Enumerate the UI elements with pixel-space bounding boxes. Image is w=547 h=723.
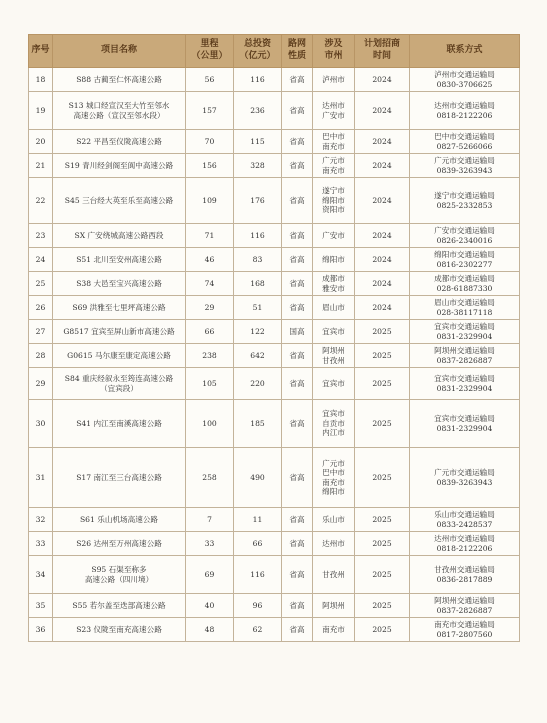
cell-cities: 甘孜州: [313, 556, 355, 594]
cell-year: 2024: [355, 296, 410, 320]
cell-mileage: 7: [186, 508, 234, 532]
cell-investment: 236: [234, 92, 282, 130]
cell-nature: 省高: [282, 532, 313, 556]
table-row: [29, 296, 520, 320]
cell-contact: 巴中市交通运输局 0827-5266066: [410, 130, 520, 154]
table-row: [29, 248, 520, 272]
cell-seq: 26: [29, 296, 53, 320]
cell-mileage: 238: [186, 344, 234, 368]
cell-name: S95 石渠至称多 高速公路（四川境）: [53, 556, 186, 594]
cell-name: S23 仪陇至南充高速公路: [53, 618, 186, 642]
cell-nature: 省高: [282, 178, 313, 224]
cell-seq: 25: [29, 272, 53, 296]
cell-name: S38 大邑至宝兴高速公路: [53, 272, 186, 296]
cell-investment: 116: [234, 224, 282, 248]
cell-name: G0615 马尔康至康定高速公路: [53, 344, 186, 368]
cell-name: S84 重庆经叙永至筠连高速公路 （宜宾段）: [53, 368, 186, 400]
cell-mileage: 157: [186, 92, 234, 130]
cell-seq: 35: [29, 594, 53, 618]
table-row: [29, 508, 520, 532]
cell-year: 2025: [355, 508, 410, 532]
cell-name: S17 南江至三台高速公路: [53, 448, 186, 508]
cell-seq: 30: [29, 400, 53, 448]
cell-investment: 51: [234, 296, 282, 320]
header-investment: 总投资 （亿元）: [234, 35, 282, 68]
cell-name: S88 古蔺至仁怀高速公路: [53, 68, 186, 92]
cell-contact: 广元市交通运输局 0839-3263943: [410, 154, 520, 178]
cell-cities: 泸州市: [313, 68, 355, 92]
header-name: 项目名称: [53, 35, 186, 68]
cell-cities: 广元市 巴中市 南充市 绵阳市: [313, 448, 355, 508]
table-row: [29, 532, 520, 556]
table-row: [29, 344, 520, 368]
cell-mileage: 48: [186, 618, 234, 642]
cell-seq: 22: [29, 178, 53, 224]
cell-mileage: 33: [186, 532, 234, 556]
cell-year: 2024: [355, 248, 410, 272]
cell-cities: 阿坝州 甘孜州: [313, 344, 355, 368]
cell-contact: 达州市交通运输局 0818-2122206: [410, 92, 520, 130]
cell-year: 2024: [355, 92, 410, 130]
cell-seq: 33: [29, 532, 53, 556]
cell-investment: 115: [234, 130, 282, 154]
header-contact: 联系方式: [410, 35, 520, 68]
cell-cities: 南充市: [313, 618, 355, 642]
cell-nature: 省高: [282, 448, 313, 508]
cell-year: 2025: [355, 344, 410, 368]
cell-year: 2025: [355, 618, 410, 642]
cell-nature: 省高: [282, 508, 313, 532]
cell-mileage: 258: [186, 448, 234, 508]
cell-cities: 遂宁市 绵阳市 资阳市: [313, 178, 355, 224]
cell-year: 2025: [355, 400, 410, 448]
cell-contact: 南充市交通运输局 0817-2807560: [410, 618, 520, 642]
cell-cities: 达州市: [313, 532, 355, 556]
cell-mileage: 100: [186, 400, 234, 448]
cell-cities: 绵阳市: [313, 248, 355, 272]
cell-contact: 广安市交通运输局 0826-2340016: [410, 224, 520, 248]
table-row: [29, 618, 520, 642]
table-row: [29, 556, 520, 594]
cell-seq: 21: [29, 154, 53, 178]
cell-seq: 36: [29, 618, 53, 642]
cell-contact: 宜宾市交通运输局 0831-2329904: [410, 400, 520, 448]
table-row: [29, 448, 520, 508]
cell-mileage: 46: [186, 248, 234, 272]
cell-investment: 96: [234, 594, 282, 618]
cell-name: S22 平昌至仪陇高速公路: [53, 130, 186, 154]
cell-year: 2025: [355, 594, 410, 618]
table-header-row: [29, 35, 520, 68]
cell-investment: 185: [234, 400, 282, 448]
cell-contact: 眉山市交通运输局 028-38117118: [410, 296, 520, 320]
cell-nature: 国高: [282, 320, 313, 344]
cell-seq: 19: [29, 92, 53, 130]
cell-seq: 18: [29, 68, 53, 92]
table-row: [29, 178, 520, 224]
cell-year: 2024: [355, 224, 410, 248]
cell-cities: 眉山市: [313, 296, 355, 320]
cell-nature: 省高: [282, 400, 313, 448]
cell-name: S51 北川至安州高速公路: [53, 248, 186, 272]
cell-year: 2025: [355, 320, 410, 344]
cell-year: 2025: [355, 556, 410, 594]
cell-investment: 642: [234, 344, 282, 368]
cell-seq: 29: [29, 368, 53, 400]
cell-mileage: 40: [186, 594, 234, 618]
cell-cities: 宜宾市 自贡市 内江市: [313, 400, 355, 448]
cell-year: 2025: [355, 532, 410, 556]
cell-contact: 宜宾市交通运输局 0831-2329904: [410, 368, 520, 400]
cell-mileage: 109: [186, 178, 234, 224]
cell-cities: 达州市 广安市: [313, 92, 355, 130]
cell-contact: 广元市交通运输局 0839-3263943: [410, 448, 520, 508]
cell-seq: 23: [29, 224, 53, 248]
cell-mileage: 56: [186, 68, 234, 92]
cell-contact: 宜宾市交通运输局 0831-2329904: [410, 320, 520, 344]
cell-nature: 省高: [282, 248, 313, 272]
cell-investment: 83: [234, 248, 282, 272]
cell-cities: 广元市 南充市: [313, 154, 355, 178]
cell-year: 2024: [355, 130, 410, 154]
table-row: [29, 68, 520, 92]
table-row: [29, 92, 520, 130]
cell-nature: 省高: [282, 556, 313, 594]
cell-nature: 省高: [282, 296, 313, 320]
cell-year: 2024: [355, 68, 410, 92]
cell-nature: 省高: [282, 594, 313, 618]
table-row: [29, 130, 520, 154]
cell-cities: 乐山市: [313, 508, 355, 532]
cell-investment: 490: [234, 448, 282, 508]
cell-nature: 省高: [282, 272, 313, 296]
project-table: [28, 34, 520, 642]
cell-contact: 泸州市交通运输局 0830-3706625: [410, 68, 520, 92]
cell-nature: 省高: [282, 344, 313, 368]
cell-contact: 绵阳市交通运输局 0816-2302277: [410, 248, 520, 272]
cell-year: 2025: [355, 448, 410, 508]
cell-investment: 168: [234, 272, 282, 296]
cell-investment: 11: [234, 508, 282, 532]
header-nature: 路网 性质: [282, 35, 313, 68]
cell-seq: 32: [29, 508, 53, 532]
table-row: [29, 154, 520, 178]
cell-name: S55 若尔盖至迭部高速公路: [53, 594, 186, 618]
header-year: 计划招商 时间: [355, 35, 410, 68]
cell-contact: 甘孜州交通运输局 0836-2817889: [410, 556, 520, 594]
cell-nature: 省高: [282, 130, 313, 154]
table-row: [29, 368, 520, 400]
cell-mileage: 156: [186, 154, 234, 178]
cell-seq: 27: [29, 320, 53, 344]
cell-contact: 阿坝州交通运输局 0837-2826887: [410, 344, 520, 368]
cell-investment: 66: [234, 532, 282, 556]
table-row: [29, 272, 520, 296]
header-cities: 涉及 市州: [313, 35, 355, 68]
cell-name: S19 青川经剑阁至阆中高速公路: [53, 154, 186, 178]
cell-year: 2024: [355, 272, 410, 296]
cell-mileage: 105: [186, 368, 234, 400]
cell-cities: 宜宾市: [313, 320, 355, 344]
cell-name: S41 内江至南溪高速公路: [53, 400, 186, 448]
cell-investment: 328: [234, 154, 282, 178]
cell-cities: 广安市: [313, 224, 355, 248]
cell-mileage: 69: [186, 556, 234, 594]
cell-nature: 省高: [282, 154, 313, 178]
cell-year: 2025: [355, 368, 410, 400]
cell-cities: 成都市 雅安市: [313, 272, 355, 296]
cell-mileage: 70: [186, 130, 234, 154]
cell-seq: 34: [29, 556, 53, 594]
cell-nature: 省高: [282, 224, 313, 248]
cell-investment: 220: [234, 368, 282, 400]
cell-mileage: 29: [186, 296, 234, 320]
cell-contact: 达州市交通运输局 0818-2122206: [410, 532, 520, 556]
cell-nature: 省高: [282, 68, 313, 92]
cell-nature: 省高: [282, 368, 313, 400]
table-row: [29, 400, 520, 448]
cell-cities: 巴中市 南充市: [313, 130, 355, 154]
cell-year: 2024: [355, 154, 410, 178]
cell-investment: 122: [234, 320, 282, 344]
cell-name: S69 洪雅至七里坪高速公路: [53, 296, 186, 320]
cell-investment: 176: [234, 178, 282, 224]
header-seq: 序号: [29, 35, 53, 68]
table-row: [29, 594, 520, 618]
cell-contact: 成都市交通运输局 028-61887330: [410, 272, 520, 296]
cell-name: S13 城口经宣汉至大竹至邻水 高速公路（宣汉至邻水段）: [53, 92, 186, 130]
header-mileage: 里程 （公里）: [186, 35, 234, 68]
cell-investment: 62: [234, 618, 282, 642]
table-row: [29, 320, 520, 344]
cell-name: SX 广安绕城高速公路西段: [53, 224, 186, 248]
table-row: [29, 224, 520, 248]
cell-mileage: 74: [186, 272, 234, 296]
cell-name: S61 乐山机场高速公路: [53, 508, 186, 532]
cell-seq: 24: [29, 248, 53, 272]
cell-mileage: 71: [186, 224, 234, 248]
cell-seq: 20: [29, 130, 53, 154]
cell-cities: 宜宾市: [313, 368, 355, 400]
cell-nature: 省高: [282, 92, 313, 130]
cell-seq: 28: [29, 344, 53, 368]
cell-contact: 遂宁市交通运输局 0825-2332853: [410, 178, 520, 224]
cell-seq: 31: [29, 448, 53, 508]
cell-investment: 116: [234, 68, 282, 92]
cell-contact: 乐山市交通运输局 0833-2428537: [410, 508, 520, 532]
cell-mileage: 66: [186, 320, 234, 344]
cell-nature: 省高: [282, 618, 313, 642]
cell-name: S26 达州至万州高速公路: [53, 532, 186, 556]
cell-contact: 阿坝州交通运输局 0837-2826887: [410, 594, 520, 618]
cell-investment: 116: [234, 556, 282, 594]
cell-name: G8517 宜宾至屏山新市高速公路: [53, 320, 186, 344]
cell-year: 2024: [355, 178, 410, 224]
cell-name: S45 三台经大英至乐至高速公路: [53, 178, 186, 224]
cell-cities: 阿坝州: [313, 594, 355, 618]
